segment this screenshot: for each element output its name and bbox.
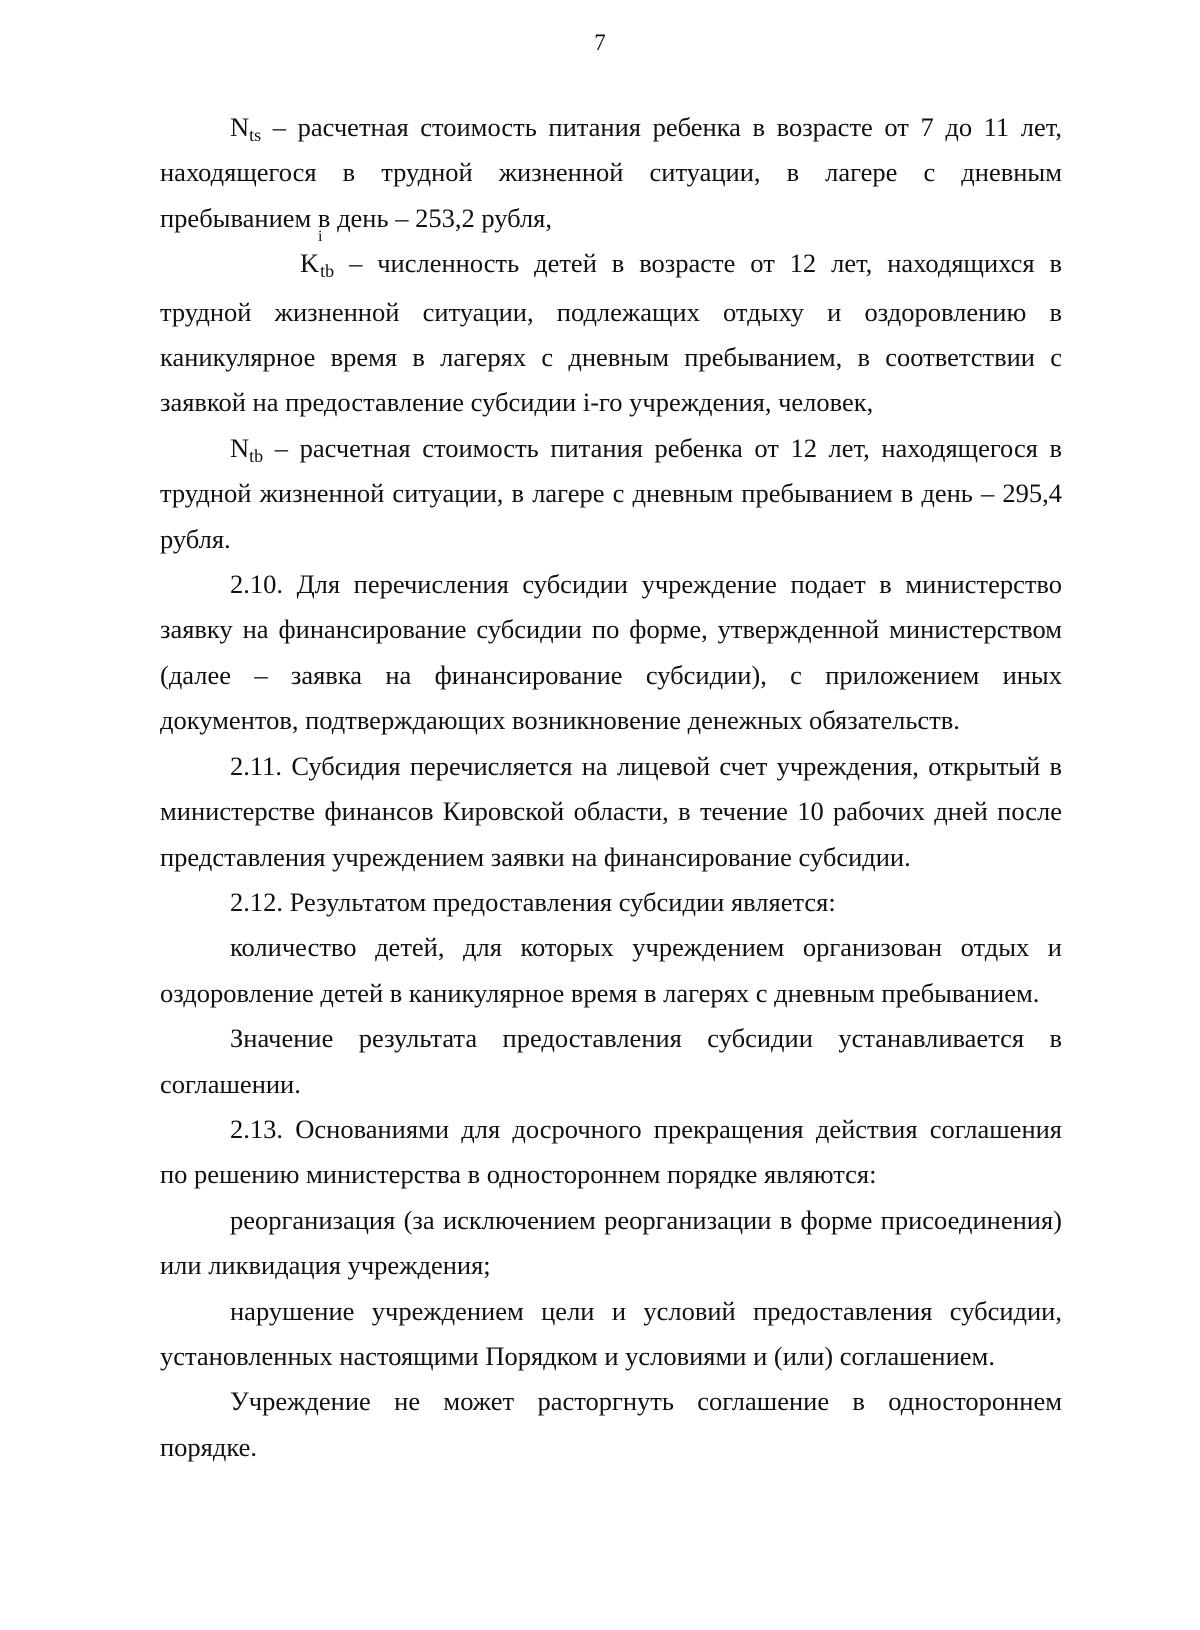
symbol-k-tb: K i tb [300,228,335,282]
paragraph-termination: Учреждение не может расторгнуть соглашение в одностороннем порядке. [160,1386,1062,1462]
page-number: 7 [594,30,606,55]
paragraph-violation: нарушение учреждением цели и условий предоставления субсидии, установленных настоящими Порядком и условиями и (или) соглашением. [160,1295,1062,1371]
paragraph-result-value: Значение результата предоставления субсидии устанавливается в соглашении. [160,1023,1062,1099]
paragraph-2-13: 2.13. Основаниями для досрочного прекращения действия соглашения по решению министерства в одностороннем порядке являются: [160,1113,1062,1190]
paragraph-2-10: 2.10. Для перечисления субсидии учреждение подает в министерство заявку на финансирование субсидии по форме, утвержденной министерством (далее – заявка на финансирование субсидии), с приложением иных документов, подтверждающих возникновение денежных обязательств. [160,569,1062,736]
paragraph-reorganization: реорганизация (за исключением реорганизации в форме присоединения) или ликвидация учреждения; [160,1204,1062,1281]
symbol-n-tb: $N_{tb}$ [230,432,264,466]
document-body [160,105,1062,1470]
paragraph-2-11: 2.11. Субсидия перечисляется на лицевой счет учреждения, открытый в министерстве финансов Кировской области, в течение 10 рабочих дней после представления учреждением заявки на финансирование субсидии. [160,750,1062,872]
paragraph-result-description: количество детей, для которых учреждением организован отдых и оздоровление детей в каникулярное время в лагерях с дневным пребыванием. [160,932,1062,1008]
paragraph-2-12: 2.12. Результатом предоставления субсидии является: [230,886,836,917]
definition-k-tb: K i tb – численность детей в возрасте от 12 лет, находящихся в трудной жизненной ситуации, подлежащих отдыху и оздоровлению в каникулярное время в лагерях с дневным пребыванием, в соответствии с заявкой на предоставление субсидии i-го учреждения, человек, [160,228,1062,418]
definition-n-ts: $N_{ts}$ – расчетная стоимость питания ребенка в возрасте от 7 до 11 лет, находящегося в трудной жизненной ситуации, в лагере с дневным пребыванием в день – 253,2 рубля, [160,112,1062,233]
symbol-n-ts: $N_{ts}$ [230,112,262,145]
definition-n-tb: $N_{tb}$ – расчетная стоимость питания ребенка от 12 лет, находящегося в трудной жизненной ситуации, в лагере с дневным пребыванием в день – 295,4 рубля. [160,432,1062,554]
